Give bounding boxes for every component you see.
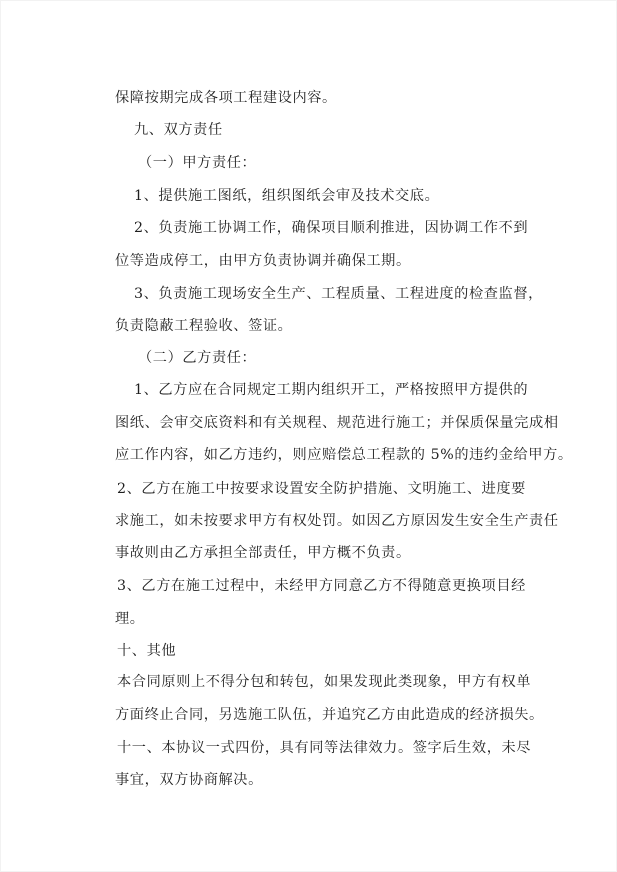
paragraph-line: 方面终止合同，另选施工队伍，并追究乙方由此造成的经济损失。 <box>115 707 544 723</box>
paragraph-line: 求施工，如未按要求甲方有权处罚。如因乙方原因发生安全生产责任 <box>115 513 559 529</box>
paragraph-line: 本合同原则上不得分包和转包，如果发现此类现象，甲方有权单 <box>117 674 532 690</box>
paragraph-line: 十一、本协议一式四份，具有同等法律效力。签字后生效，未尽 <box>117 740 532 756</box>
subsection-heading-party-b: （二）乙方责任： <box>138 350 257 366</box>
paragraph-line: 3、乙方在施工过程中，未经甲方同意乙方不得随意更换项目经 <box>117 578 526 594</box>
subsection-heading-party-a: （一）甲方责任： <box>138 155 257 171</box>
section-heading-other: 十、其他 <box>117 643 177 659</box>
paragraph-line: 负责隐蔽工程验收、签证。 <box>115 318 293 334</box>
paragraph-line: 事故则由乙方承担全部责任，甲方概不负责。 <box>115 545 411 561</box>
paragraph-line: 图纸、会审交底资料和有关规程、规范进行施工；并保质保量完成相 <box>115 415 559 431</box>
paragraph-line: 2、负责施工协调工作，确保项目顺利推进，因协调工作不到 <box>134 220 529 236</box>
paragraph-line: 位等造成停工，由甲方负责协调并确保工期。 <box>115 253 411 269</box>
paragraph-line: 理。 <box>115 611 145 627</box>
paragraph-line: 应工作内容，如乙方违约，则应赔偿总工程款的 5%的违约金给甲方。 <box>115 447 573 463</box>
paragraph-line: 保障按期完成各项工程建设内容。 <box>115 90 337 106</box>
paragraph-line: 事宜，双方协商解决。 <box>115 772 263 788</box>
paragraph-line: 1、乙方应在合同规定工期内组织开工，严格按照甲方提供的 <box>134 382 529 398</box>
paragraph-line: 1、提供施工图纸，组织图纸会审及技术交底。 <box>134 188 440 204</box>
section-heading-responsibilities: 九、双方责任 <box>134 122 223 138</box>
paragraph-line: 2、乙方在施工中按要求设置安全防护措施、文明施工、进度要 <box>117 481 526 497</box>
paragraph-line: 3、负责施工现场安全生产、工程质量、工程进度的检查监督， <box>134 286 543 302</box>
